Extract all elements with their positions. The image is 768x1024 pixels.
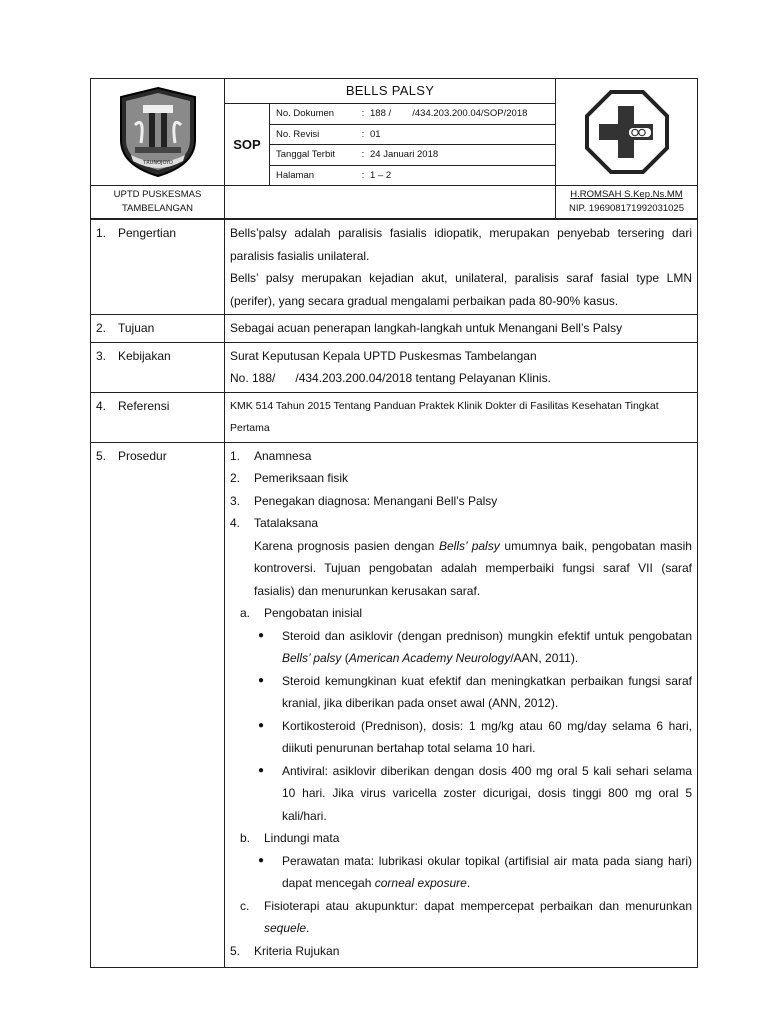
bullet-text: Steroid kemungkinan kuat efektif dan meningkatkan perbaikan fungsi saraf kranial, jika diberikan pada onset awal (ANN, 2012). (282, 673, 692, 710)
section-label: Kebijakan (118, 348, 171, 363)
regency-logo-cell (91, 79, 225, 185)
text-run: Karena prognosis pasien dengan (254, 538, 435, 553)
bullet-item (230, 850, 692, 895)
meta-colon: : (361, 128, 365, 140)
substep-b (230, 827, 692, 850)
meta-row-revision (270, 125, 555, 146)
section-label: Tujuan (118, 321, 155, 335)
policy-line: No. 188/ /434.203.200.04/2018 tentang Pelayanan Klinis. (230, 371, 551, 385)
sop-document (90, 78, 698, 968)
meta-label: Tanggal Terbit (276, 149, 335, 161)
meta-value: 01 (370, 128, 381, 140)
section-label: Prosedur (118, 448, 167, 463)
meta-label: Halaman (276, 169, 315, 181)
bullet-icon: ● (258, 764, 265, 776)
step-number: 1. (230, 448, 241, 463)
document-meta (225, 104, 555, 185)
title-block (225, 79, 555, 185)
bullet-item (230, 625, 692, 670)
reference-text: KMK 514 Tahun 2015 Tentang Panduan Praktek Klinik Dokter di Fasilitas Kesehatan Tingkat Pertama (225, 392, 698, 442)
text-run: . (306, 921, 310, 935)
text-run: umumnya baik, pengobatan masih kontroversi. Tujuan pengobatan adalah memperbaiki fungsi saraf VII (saraf fasialis) dan menurunkan kerusakan saraf. (254, 538, 692, 598)
step-number: 4. (230, 516, 241, 530)
substep-a (230, 602, 692, 625)
procedure-step (230, 445, 692, 468)
signer-block (555, 186, 697, 218)
bullet-item (230, 760, 692, 828)
substep-letter: b. (240, 831, 251, 845)
bullet-icon: ● (258, 674, 265, 686)
section-prosedur (91, 442, 698, 967)
section-pengertian (91, 220, 698, 315)
definition-paragraph: Bells’palsy adalah paralisis fasialis idiopatik, merupakan penyebab tersering dari paralisis fasialis unilateral. (230, 226, 692, 263)
bullet-icon: ● (258, 719, 265, 731)
sop-label: SOP (225, 104, 270, 185)
puskesmas-logo-cell (555, 79, 697, 185)
procedure-step (230, 940, 692, 963)
regency-emblem-icon (115, 85, 201, 179)
section-number: 3. (96, 348, 107, 363)
section-label: Referensi (118, 398, 170, 413)
section-referensi (91, 392, 698, 442)
bullet-text: Kortikosteroid (Prednison), dosis: 1 mg/kg atau 60 mg/day selama 6 hari, diikuti penurunan bertahap total selama 10 hari. (282, 718, 692, 755)
text-run-italic: sequele (264, 921, 307, 935)
bullet-item (230, 670, 692, 715)
step-text: Pemeriksaan fisik (254, 471, 349, 485)
meta-label: No. Dokumen (276, 108, 335, 120)
meta-colon: : (361, 108, 365, 120)
logo-motto: TRUNOJOYO (142, 160, 173, 166)
step-text: Tatalaksana (254, 516, 319, 530)
meta-value: 188 / /434.203.200.04/SOP/2018 (370, 108, 528, 120)
policy-line: Surat Keputusan Kepala UPTD Puskesmas Tambelangan (230, 348, 537, 363)
section-number: 5. (96, 448, 107, 463)
definition-paragraph: Bells’ palsy merupakan kejadian akut, unilateral, paralisis saraf fasial type LMN (perifer), yang secara gradual mengalami perbaikan pada 80-90% kasus. (230, 271, 692, 308)
signer-nip: NIP. 196908171992031025 (569, 203, 684, 214)
step-text: Anamnesa (254, 448, 312, 463)
puskesmas-logo-icon (581, 86, 673, 178)
bullet-icon: ● (258, 629, 265, 641)
procedure-step (230, 490, 692, 513)
substep-text: Pengobatan inisial (264, 606, 363, 620)
bullet-text: Antiviral: asiklovir diberikan dengan dosis 400 mg oral 5 kali sehari selama 10 hari. Jika virus varicella zoster dicurigai, dosis tinggi 800 mg oral 5 kali/hari. (282, 763, 692, 823)
bullet-item (230, 715, 692, 760)
step-text: Penegakan diagnosa: Menangani Bell’s Palsy (254, 493, 498, 508)
substep-letter: a. (240, 606, 251, 620)
text-run: Perawatan mata: lubrikasi okular topikal (artifisial air mata pada siang hari) dapat mencegah (282, 853, 692, 890)
section-kebijakan (91, 342, 698, 392)
section-number: 4. (96, 398, 107, 413)
text-run-italic: Bells’ palsy (438, 538, 500, 553)
text-run-italic: American Academy Neurology (348, 651, 511, 665)
procedure-step (230, 512, 692, 535)
document-title: BELLS PALSY (225, 79, 555, 104)
unit-line: UPTD PUSKESMAS (113, 189, 202, 200)
section-label: Pengertian (118, 226, 177, 240)
procedure-step (230, 467, 692, 490)
substep-letter: c. (240, 898, 250, 913)
meta-row-document-number (270, 104, 555, 125)
text-run: . (466, 876, 471, 890)
meta-value: 24 Januari 2018 (370, 149, 439, 161)
purpose-text: Sebagai acuan penerapan langkah-langkah untuk Menangani Bell’s Palsy (225, 315, 698, 343)
bullet-icon: ● (258, 854, 265, 866)
meta-row-issue-date (270, 145, 555, 166)
meta-row-page (270, 166, 555, 186)
step-number: 5. (230, 943, 241, 958)
header-footer-row (90, 186, 698, 219)
treatment-paragraph (230, 535, 692, 603)
meta-label: No. Revisi (276, 128, 320, 140)
text-run: /AAN, 2011). (510, 651, 579, 665)
unit-line: TAMBELANGAN (121, 203, 194, 214)
sop-content-table (90, 219, 698, 968)
section-tujuan (91, 315, 698, 343)
meta-value: 1 – 2 (370, 169, 392, 181)
step-number: 2. (230, 471, 241, 485)
substep-c (230, 895, 692, 940)
step-text: Kriteria Rujukan (254, 943, 340, 958)
substep-text: Lindungi mata (264, 831, 340, 845)
document-header (90, 78, 698, 186)
section-number: 2. (96, 321, 107, 335)
text-run: Fisioterapi atau akupunktur: dapat mempercepat perbaikan dan menurunkan (264, 898, 692, 913)
text-run-italic: corneal exposure (374, 876, 467, 890)
text-run: Steroid dan asiklovir (dengan prednison) mungkin efektif untuk pengobatan (282, 628, 692, 643)
text-run-italic: Bells’ palsy (282, 651, 342, 665)
meta-colon: : (361, 149, 365, 161)
text-run: ( (344, 651, 349, 665)
unit-name (91, 186, 225, 218)
step-number: 3. (230, 493, 241, 508)
signer-name: H.ROMSAH S.Kep.Ns.MM (570, 189, 683, 200)
section-number: 1. (96, 226, 107, 240)
meta-colon: : (361, 169, 365, 181)
